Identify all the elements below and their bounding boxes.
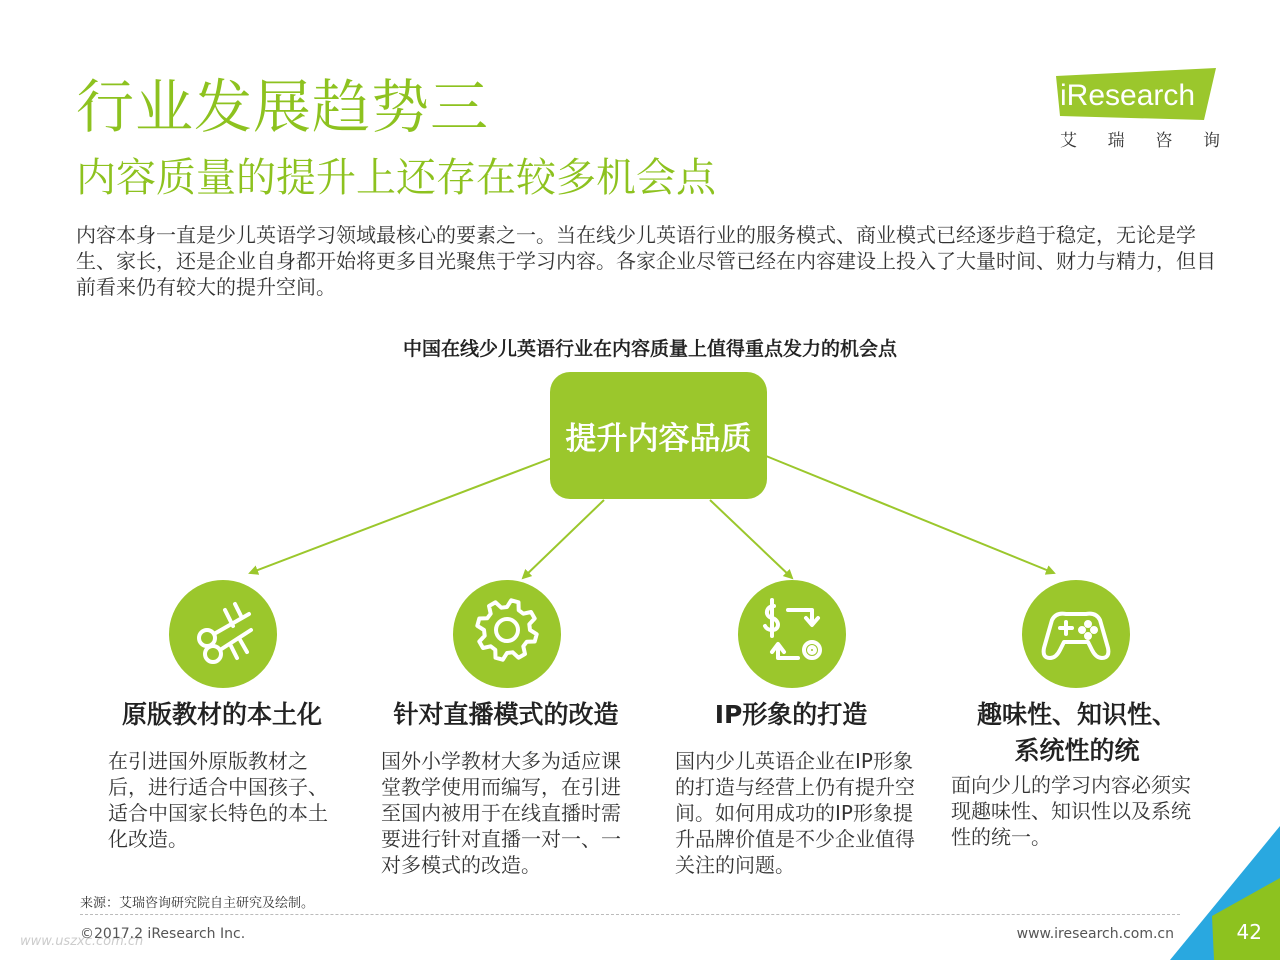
node-desc-1: 在引进国外原版教材之后，进行适合中国孩子、适合中国家长特色的本土化改造。: [108, 749, 328, 851]
intro-paragraph: 内容本身一直是少儿英语学习领域最核心的要素之一。当在线少儿英语行业的服务模式、商业模式已经逐步趋于稳定，无论是学生、家长，还是企业自身都开始将更多目光聚焦于学习内容。各家企业尽管已经在内容建设上投入了大量时间、财力与精力，但目前看来仍有较大的提升空间。: [76, 223, 1216, 299]
page-title: 行业发展趋势三: [76, 73, 490, 141]
logo-cn-char: 询: [1202, 131, 1220, 151]
page-subtitle: 内容质量的提升上还存在较多机会点: [76, 155, 716, 201]
footer-url: www.iresearch.com.cn: [1016, 926, 1174, 942]
node-title-2: 针对直播模式的改造: [393, 700, 619, 729]
logo-brand-text: iResearch: [1060, 79, 1196, 112]
node-title-3: IP形象的打造: [714, 700, 868, 729]
logo-cn-char: 咨: [1155, 131, 1173, 151]
source-note: 来源：艾瑞咨询研究院自主研究及绘制。: [80, 896, 315, 911]
node-title-1: 原版教材的本土化: [121, 700, 322, 729]
center-node-label: 提升内容品质: [565, 421, 752, 457]
page-number: 42: [1236, 920, 1262, 944]
node-desc-4: 面向少儿的学习内容必须实现趣味性、知识性以及系统性的统一。: [951, 773, 1191, 849]
logo-cn-char: 瑞: [1107, 131, 1125, 151]
logo-cn-char: 艾: [1060, 131, 1077, 151]
node-desc-3: 国内少儿英语企业在IP形象的打造与经营上仍有提升空间。如何用成功的IP形象提升品牌价值是不少企业值得关注的问题。: [675, 749, 915, 877]
copyright-text: ©2017.2 iResearch Inc.: [80, 926, 246, 942]
watermark-text: www.uszxc.com.cn: [20, 934, 144, 949]
node-desc-2: 国外小学教材大多为适应课堂教学使用而编写，在引进至国内被用于在线直播时需要进行针对直播一对一、一对多模式的改造。: [381, 749, 621, 877]
diagram-title: 中国在线少儿英语行业在内容质量上值得重点发力的机会点: [402, 338, 897, 360]
node-title-4: 趣味性、知识性、系统性的统: [976, 700, 1177, 765]
